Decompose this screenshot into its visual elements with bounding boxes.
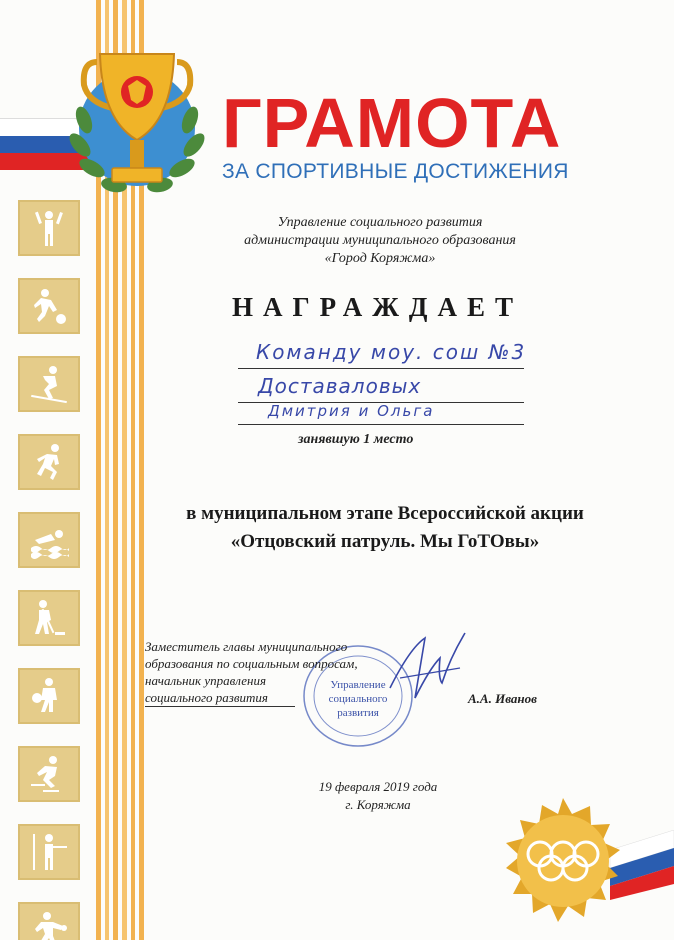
boxing-icon <box>18 902 80 940</box>
certificate-title: ГРАМОТА <box>222 84 562 162</box>
stamp-line-1: Управление <box>330 679 386 691</box>
stamp-line-2: социального <box>328 693 388 705</box>
handwritten-signature <box>380 628 480 708</box>
issuing-organization <box>230 214 530 268</box>
event-line-1: в муниципальном этапе Всероссийской акции <box>186 503 584 524</box>
issue-date <box>318 778 438 814</box>
running-icon <box>18 434 80 490</box>
place-text: занявшую 1 место <box>298 432 414 447</box>
event-description <box>140 500 630 556</box>
org-line-2: администрации муниципального образования <box>244 233 516 248</box>
org-line-3: «Город Коряжма» <box>324 251 436 266</box>
date-line-1: 19 февраля 2019 года <box>318 779 438 794</box>
signatory-title <box>145 638 358 706</box>
signature-line <box>145 706 295 707</box>
basketball-icon <box>18 668 80 724</box>
hockey-icon <box>18 590 80 646</box>
swimming-icon <box>18 512 80 568</box>
skating-icon <box>18 746 80 802</box>
sport-icons-column <box>18 200 78 940</box>
recipient-line-3: Дмитрия и Ольга <box>268 402 435 420</box>
awards-heading: НАГРАЖДАЕТ <box>232 292 524 322</box>
signatory-line-2: образования по социальным вопросам, <box>145 656 358 671</box>
org-line-1: Управление социального развития <box>277 215 483 230</box>
signatory-name: А.А. Иванов <box>468 691 537 706</box>
athlete-icon <box>18 200 80 256</box>
olympic-medal-icon <box>498 796 628 926</box>
event-line-2: «Отцовский патруль. Мы ГоТОвы» <box>230 531 540 552</box>
signatory-line-4: социального развития <box>145 690 268 705</box>
football-icon <box>18 278 80 334</box>
recipient-line-2: Доставаловых <box>258 374 422 398</box>
underline-3 <box>238 424 524 425</box>
signatory-line-3: начальник управления <box>145 673 267 688</box>
date-line-2: г. Коряжма <box>345 797 411 812</box>
stamp-line-3: развития <box>337 707 379 719</box>
certificate-subtitle: ЗА СПОРТИВНЫЕ ДОСТИЖЕНИЯ <box>222 160 569 183</box>
underline-1 <box>238 368 524 369</box>
signatory-line-1: Заместитель главы муниципального <box>145 639 348 654</box>
shooting-icon <box>18 824 80 880</box>
trophy-icon <box>62 40 212 200</box>
recipient-line-1: Команду моу. сош №3 <box>256 340 527 364</box>
skiing-icon <box>18 356 80 412</box>
